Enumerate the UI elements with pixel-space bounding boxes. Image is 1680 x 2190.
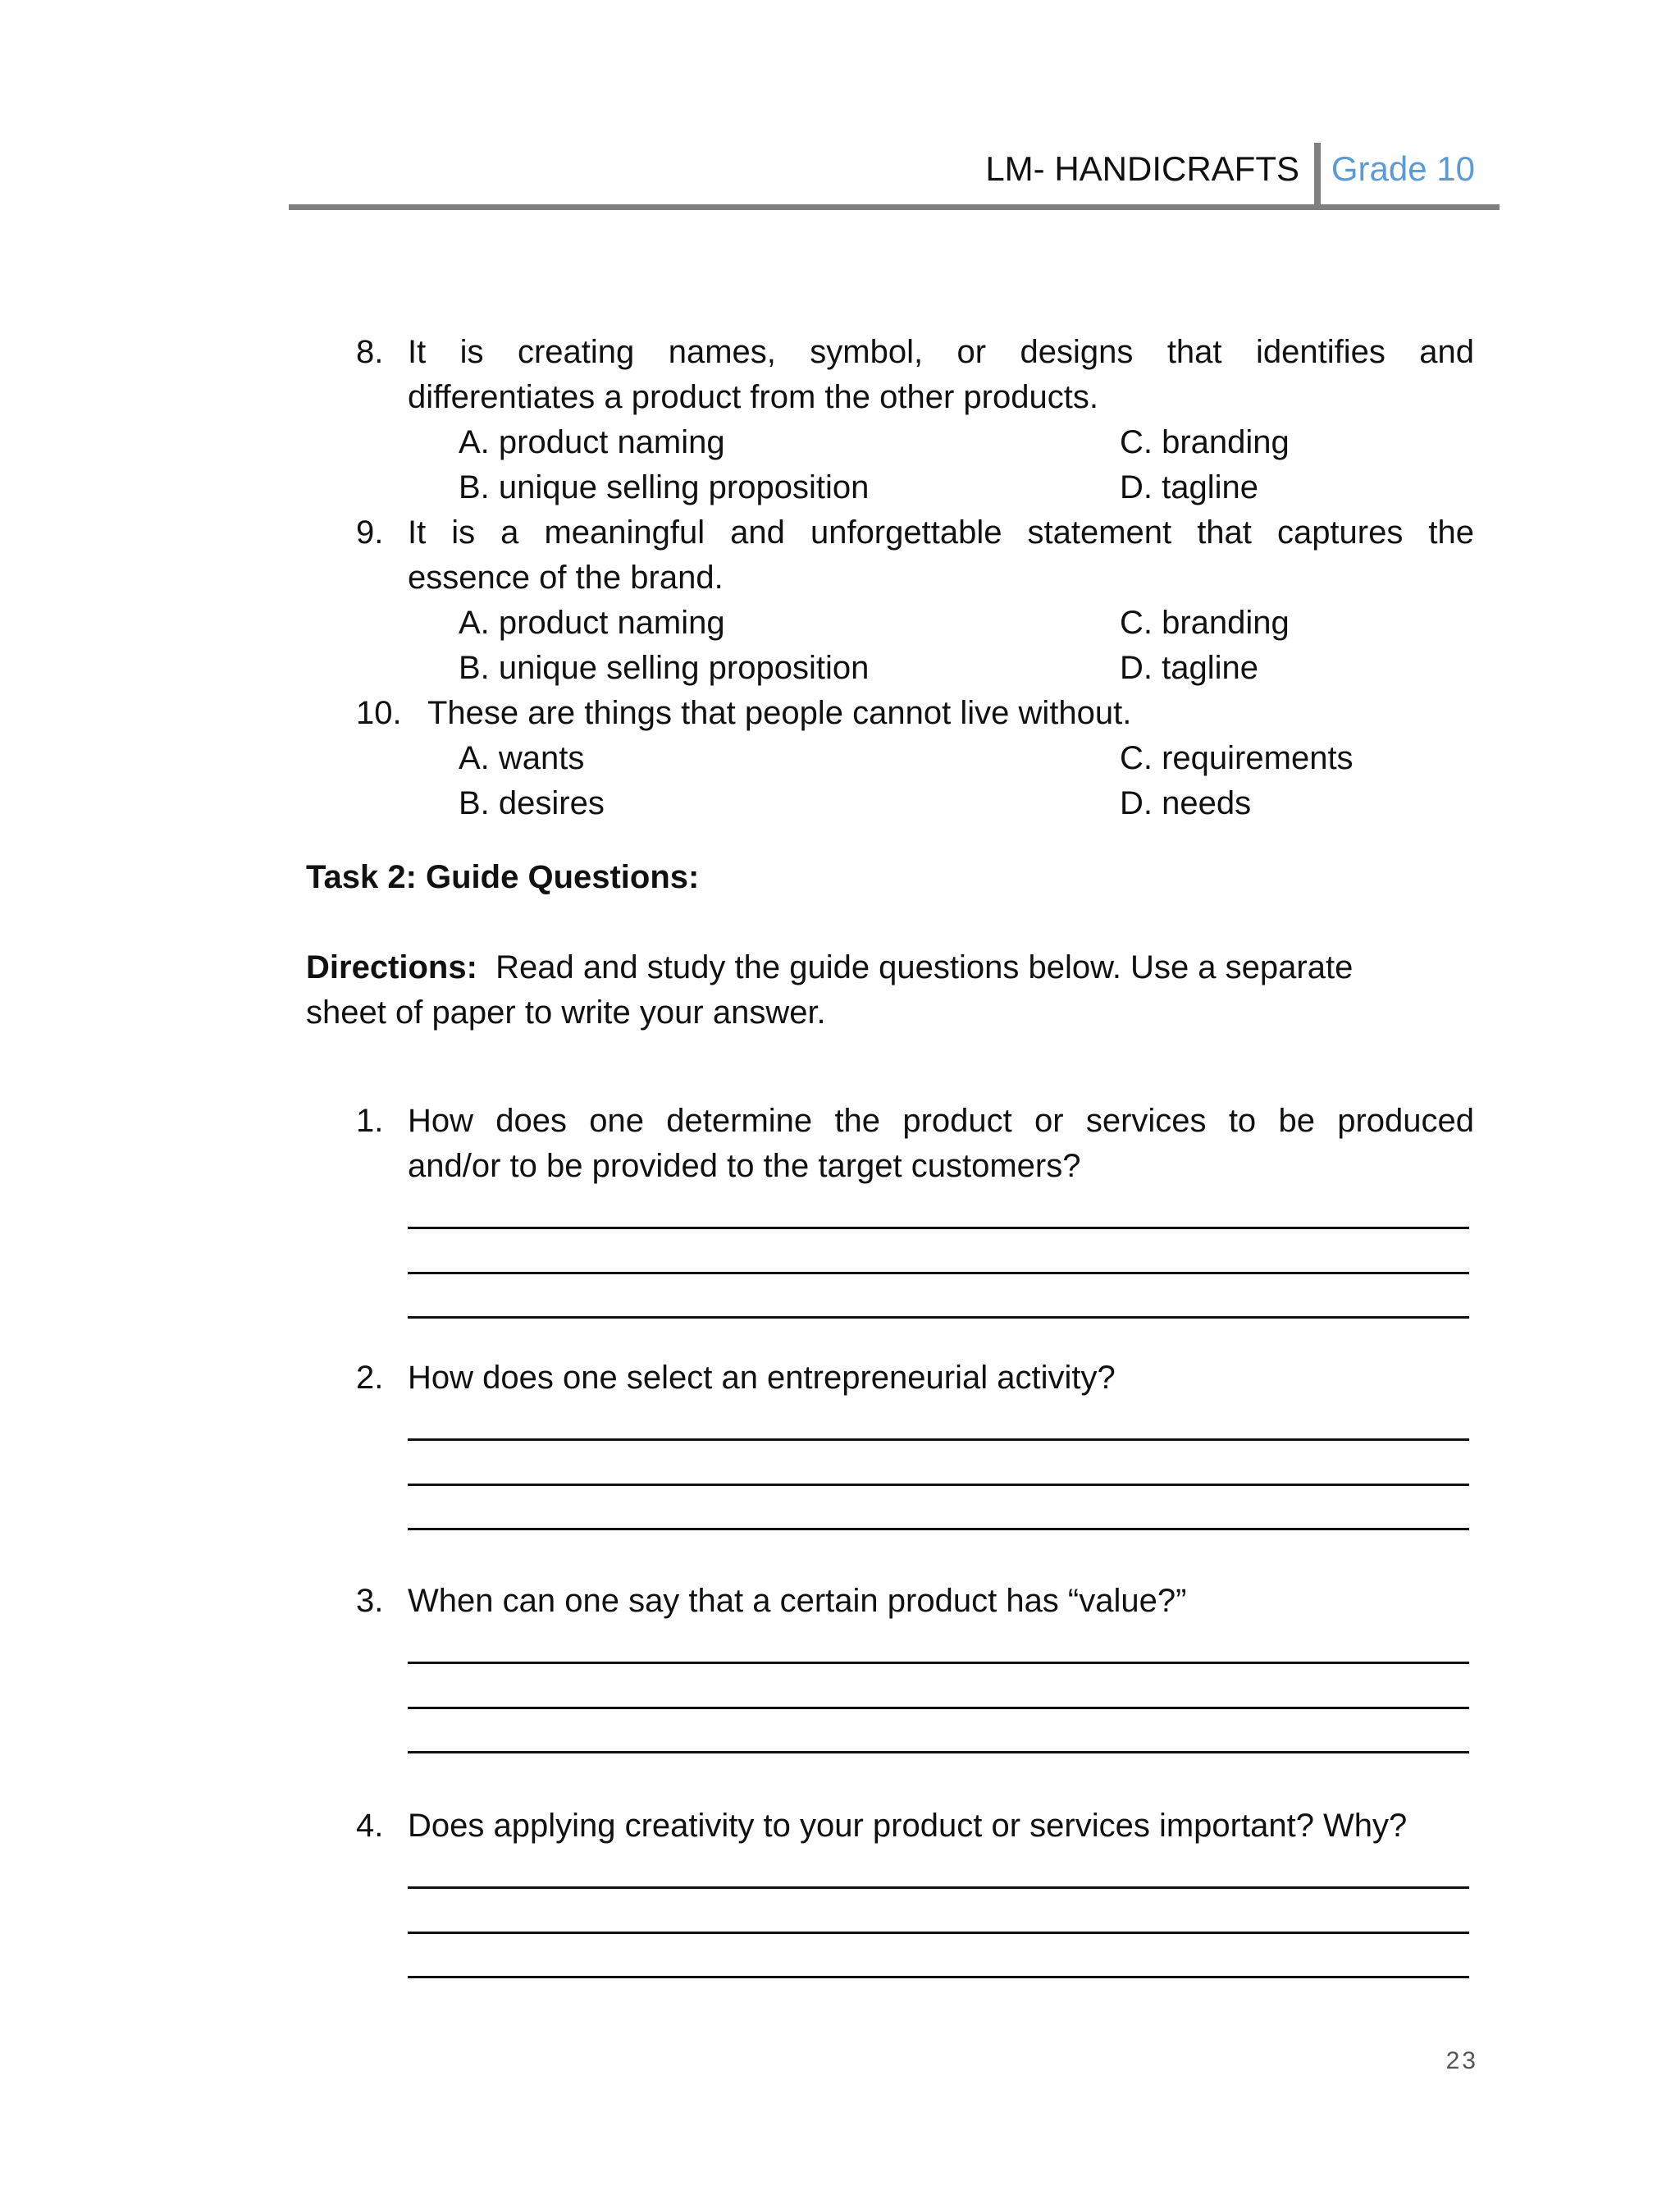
question-stem: These are things that people cannot live without. [427,695,1132,731]
page-header [289,139,1500,210]
question-number: 3. [356,1583,384,1619]
option-a: A. wants [459,740,585,776]
option-c: C. branding [1120,605,1290,641]
question-number: 1. [356,1103,384,1139]
answer-line[interactable] [408,1932,1469,1934]
question-stem: differentiates a product from the other products. [408,379,1098,415]
question-number: 2. [356,1360,384,1396]
answer-line[interactable] [408,1751,1469,1753]
answer-line[interactable] [408,1976,1469,1978]
question-number: 10. [356,695,402,731]
directions-text: sheet of paper to write your answer. [306,994,826,1031]
answer-line[interactable] [408,1227,1469,1229]
question-text: and/or to be provided to the target customers? [408,1148,1081,1184]
directions-text: Read and study the guide questions below. Use a separate [495,949,1354,985]
question-stem: It is a meaningful and unforgettable statement that captures the [408,514,1474,551]
option-c: C. branding [1120,424,1290,460]
question-text: How does one select an entrepreneurial activity? [408,1360,1116,1396]
option-d: D. tagline [1120,469,1258,505]
question-text: How does one determine the product or services to be produced [408,1103,1474,1139]
answer-line[interactable] [408,1316,1469,1319]
header-rule [289,204,1500,210]
header-divider [1314,143,1321,205]
header-title: LM- HANDICRAFTS [985,149,1299,188]
option-b: B. unique selling proposition [459,650,870,686]
option-c: C. requirements [1120,740,1354,776]
question-number: 8. [356,334,384,370]
answer-line[interactable] [408,1886,1469,1889]
answer-line[interactable] [408,1484,1469,1486]
header-grade: Grade 10 [1331,149,1475,188]
directions [306,946,1353,989]
question-text: When can one say that a certain product has “value?” [408,1583,1187,1619]
answer-line[interactable] [408,1438,1469,1441]
question-stem: It is creating names, symbol, or designs that identifies and [408,334,1474,370]
option-b: B. unique selling proposition [459,469,870,505]
task-title: Task 2: Guide Questions: [306,859,700,895]
option-b: B. desires [459,785,605,821]
answer-line[interactable] [408,1528,1469,1530]
page-number: 23 [1445,2047,1478,2074]
option-a: A. product naming [459,424,725,460]
answer-line[interactable] [408,1272,1469,1274]
option-d: D. tagline [1120,650,1258,686]
directions-label: Directions: [306,949,477,985]
question-text: Does applying creativity to your product or services important? Why? [408,1808,1408,1844]
option-d: D. needs [1120,785,1252,821]
option-a: A. product naming [459,605,725,641]
question-number: 4. [356,1808,384,1844]
answer-line[interactable] [408,1662,1469,1664]
answer-line[interactable] [408,1707,1469,1709]
question-stem: essence of the brand. [408,560,724,596]
question-number: 9. [356,514,384,551]
